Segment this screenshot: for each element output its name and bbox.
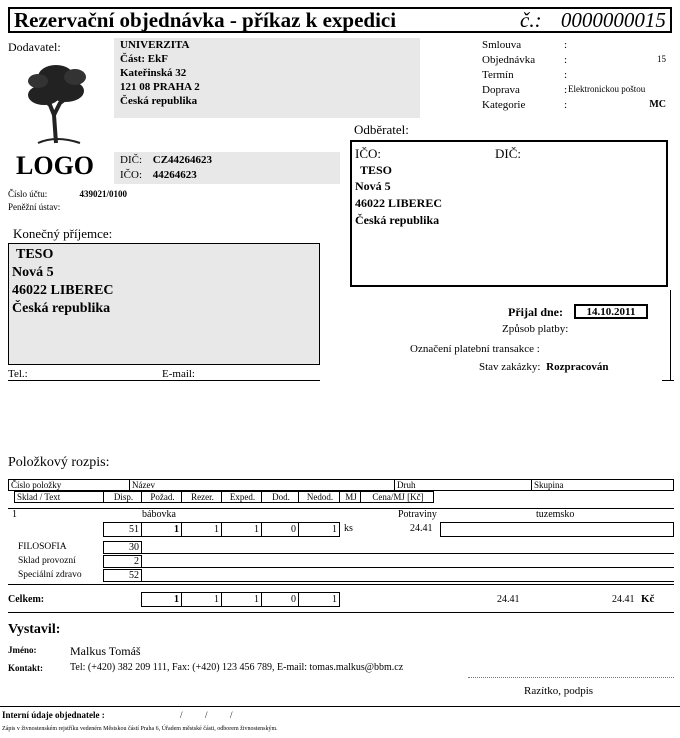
store-name: Sklad provozní (18, 556, 76, 566)
order-number (520, 8, 666, 32)
item-delivered: 0 (261, 522, 299, 537)
order-info-row (482, 99, 672, 114)
recipient-street: Nová 5 (12, 265, 54, 280)
item-kind: Potraviny (398, 509, 437, 520)
col-header-dispatched: Exped. (221, 491, 262, 503)
order-info-colon: : (564, 39, 568, 51)
col-header-group: Skupina (531, 479, 674, 491)
order-number-value: 0000000015 (560, 8, 666, 32)
order-state (479, 361, 608, 373)
item-number: 1 (12, 509, 17, 520)
supplier-account (8, 189, 127, 199)
order-info-colon: : (564, 54, 568, 66)
right-margin-line (670, 290, 671, 380)
item-disp: 51 (103, 522, 142, 537)
supplier-label: Dodavatel: (8, 40, 61, 54)
item-price: 24.41 (410, 523, 433, 534)
item-note-field (440, 522, 674, 537)
supplier-account-value: 439021/0100 (79, 189, 128, 199)
col-header-name: Název (129, 479, 395, 491)
order-info-row (482, 39, 672, 54)
order-info-row (482, 69, 672, 84)
tree-logo-icon (20, 55, 95, 145)
supplier-street: Kateřinská 32 (120, 67, 187, 79)
order-info-value: 15 (657, 54, 666, 64)
supplier-city: 121 08 PRAHA 2 (120, 81, 200, 93)
internal-data-label: Interní údaje objednatele : (2, 710, 105, 720)
items-title: Položkový rozpis: (8, 455, 110, 470)
store-row-rule (141, 581, 674, 582)
order-info-colon: : (564, 69, 568, 81)
recipient-country: Česká republika (12, 301, 111, 316)
order-info-row (482, 84, 672, 99)
order-info-colon: : (564, 99, 568, 111)
supplier-ico (120, 169, 197, 181)
col-header-undelivered: Nedod. (298, 491, 340, 503)
registry-note: Zápis v živnostenském rejstříku vedeném Městskou částí Praha 6, Úřadem městské části, odborem živnostenským. (2, 726, 278, 732)
supplier-name: UNIVERZITA (120, 39, 190, 51)
recipient-tel-label: Tel.: (8, 368, 28, 380)
stamp-label: Razítko, podpis (524, 685, 594, 697)
issuer-contact: Tel: (+420) 382 209 111, Fax: (+420) 123 456 789, E-mail: tomas.malkus@bbm.cz (70, 662, 404, 673)
total-delivered: 0 (261, 592, 299, 607)
received-date-box: 14.10.2011 (574, 304, 648, 319)
item-reserved: 1 (181, 522, 222, 537)
order-info-value: Elektronickou poštou (568, 84, 646, 94)
recipient-city: 46022 LIBEREC (12, 283, 114, 298)
footer-rule (0, 706, 680, 707)
col-header-unit: MJ (339, 491, 361, 503)
customer-name: TESO (360, 163, 393, 177)
total-dispatched: 1 (221, 592, 262, 607)
order-state-value: Rozpracován (546, 361, 609, 373)
order-info-value: MC (649, 99, 666, 110)
col-header-disp: Disp. (103, 491, 142, 503)
recipient-divider (8, 380, 320, 381)
customer-label: Odběratel: (354, 122, 409, 137)
order-info-colon: : (564, 84, 568, 96)
supplier-part: Část: EkF (120, 53, 168, 65)
col-header-store: Sklad / Text (14, 491, 104, 503)
issuer-contact-label: Kontakt: (8, 663, 44, 673)
issuer-name: Malkus Tomáš (70, 644, 141, 658)
received-label: Přijal dne: (508, 305, 563, 319)
logo-text: LOGO (16, 151, 95, 180)
item-undelivered: 1 (298, 522, 340, 537)
customer-city: 46022 LIBEREC (355, 196, 443, 210)
col-header-reserved: Rezer. (181, 491, 222, 503)
customer-country: Česká republika (355, 213, 440, 227)
col-header-kind: Druh (394, 479, 532, 491)
total-requested: 1 (141, 592, 182, 607)
transaction-label: Označení platební transakce : (410, 343, 540, 355)
col-header-requested: Požad. (141, 491, 182, 503)
store-qty: 2 (103, 555, 142, 568)
received-date-row (508, 305, 563, 320)
col-header-price: Cena/MJ [Kč] (360, 491, 434, 503)
order-state-label: Stav zakázky: (479, 361, 541, 373)
order-info-label: Objednávka (482, 54, 536, 66)
col-header-delivered: Dod. (261, 491, 299, 503)
supplier-ico-label: IČO: (120, 169, 142, 181)
order-info-label: Termín (482, 69, 514, 81)
recipient-label: Konečný příjemce: (13, 226, 113, 241)
customer-dic-label: DIČ: (495, 146, 521, 161)
total-sum (612, 593, 654, 605)
order-info-label: Kategorie (482, 99, 526, 111)
col-header-item-number: Číslo položky (8, 479, 130, 491)
order-info-row (482, 54, 672, 69)
store-row-rule (8, 584, 674, 585)
total-reserved: 1 (181, 592, 222, 607)
store-row-rule (141, 553, 674, 554)
supplier-dic-value: CZ44264623 (152, 154, 213, 166)
internal-data-slashes: / / / (180, 710, 233, 720)
stamp-dotted-line (468, 677, 674, 678)
recipient-email-label: E-mail: (162, 368, 195, 380)
issuer-name-label: Jméno: (8, 645, 37, 655)
store-name: Speciální zdravo (18, 570, 82, 580)
supplier-dic (120, 154, 212, 166)
order-info-label: Doprava (482, 84, 520, 96)
supplier-country: Česká republika (120, 95, 198, 107)
order-info-label: Smlouva (482, 39, 522, 51)
item-name: bábovka (142, 509, 176, 520)
item-unit: ks (344, 523, 353, 534)
total-currency: Kč (641, 593, 655, 605)
supplier-dic-label: DIČ: (120, 154, 142, 166)
item-requested: 1 (141, 522, 182, 537)
item-group: tuzemsko (536, 509, 575, 520)
recipient-name: TESO (16, 247, 54, 262)
store-qty: 52 (103, 569, 142, 582)
order-number-label: č.: (520, 8, 542, 32)
item-dispatched: 1 (221, 522, 262, 537)
total-label: Celkem: (8, 594, 45, 605)
total-undelivered: 1 (298, 592, 340, 607)
payment-method-label: Způsob platby: (502, 323, 569, 335)
supplier-ico-value: 44264623 (152, 169, 197, 181)
supplier-account-label: Číslo účtu: (8, 189, 48, 199)
customer-street: Nová 5 (355, 179, 391, 193)
total-price: 24.41 (497, 594, 520, 605)
store-name: FILOSOFIA (18, 542, 67, 552)
document-title: Rezervační objednávka - příkaz k expedici (14, 8, 397, 32)
total-sum-value: 24.41 (612, 594, 635, 605)
customer-ico-label: IČO: (355, 146, 381, 161)
order-info-list (482, 39, 672, 114)
supplier-bank-label: Peněžní ústav: (8, 202, 61, 212)
totals-rule (8, 612, 674, 613)
store-qty: 30 (103, 541, 142, 554)
issuer-title: Vystavil: (8, 622, 61, 637)
store-row-rule (141, 567, 674, 568)
status-divider (662, 380, 674, 381)
